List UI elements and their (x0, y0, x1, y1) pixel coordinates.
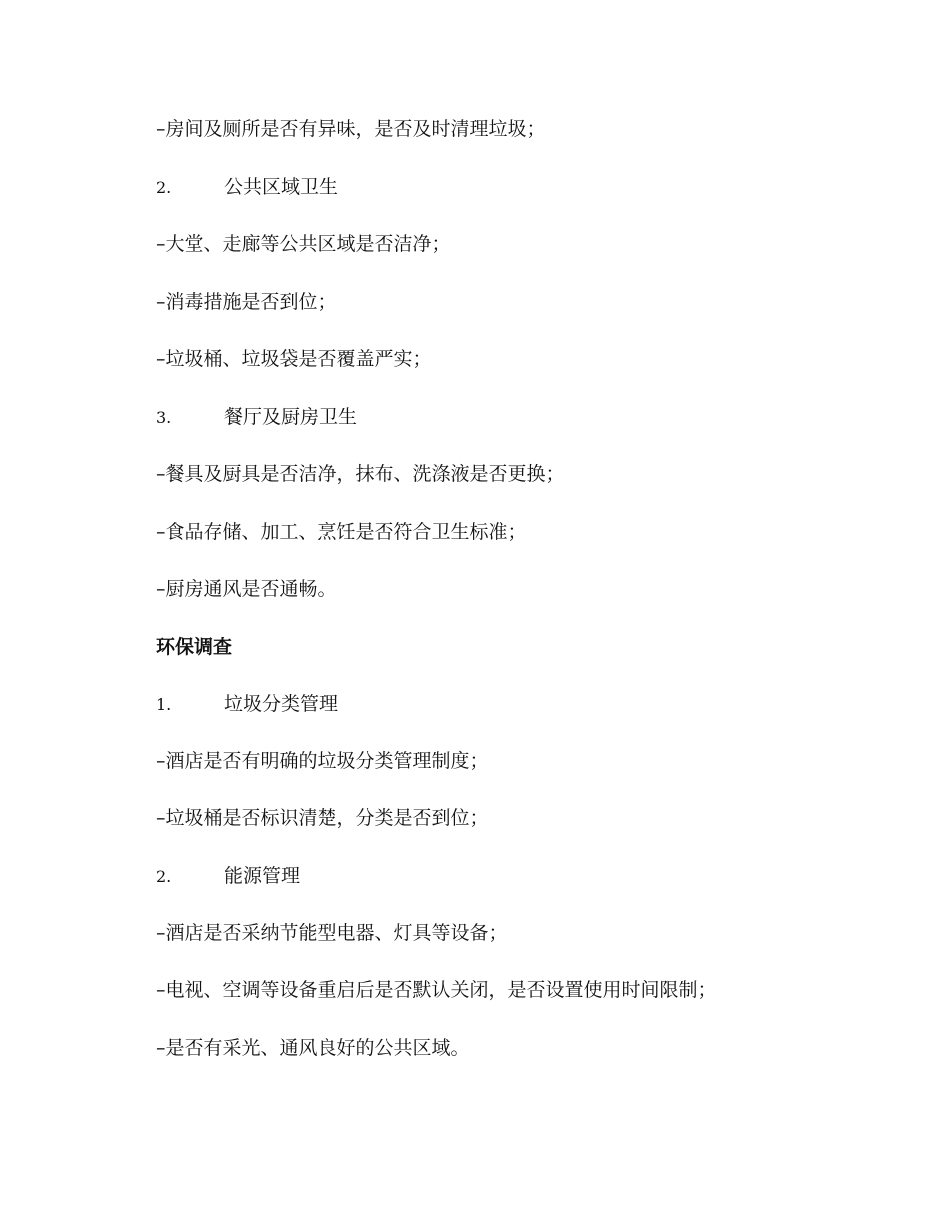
list-item-title: 餐厅及厨房卫生 (224, 406, 358, 428)
list-number: 2. (156, 867, 172, 886)
numbered-line (156, 404, 890, 431)
bullet-line: –酒店是否有明确的垃圾分类管理制度； (156, 750, 489, 772)
list-item-title: 公共区域卫生 (224, 176, 339, 198)
bullet-line: –垃圾桶是否标识清楚，分类是否到位； (156, 807, 489, 829)
list-number: 1. (156, 695, 172, 714)
section-heading: 环保调查 (156, 636, 233, 658)
list-number: 2. (156, 178, 172, 197)
numbered-line (156, 863, 890, 890)
bullet-line: –垃圾桶、垃圾袋是否覆盖严实； (156, 348, 432, 370)
bullet-line: –消毒措施是否到位； (156, 291, 337, 313)
list-number: 3. (156, 408, 172, 427)
list-item-title: 能源管理 (224, 865, 301, 887)
bullet-line: –电视、空调等设备重启后是否默认关闭，是否设置使用时间限制； (156, 979, 717, 1001)
bullet-line: –是否有采光、通风良好的公共区域。 (156, 1037, 470, 1059)
bullet-line: –厨房通风是否通畅。 (156, 578, 337, 600)
list-item-title: 垃圾分类管理 (224, 693, 339, 715)
bullet-line: –大堂、走廊等公共区域是否洁净； (156, 233, 451, 255)
numbered-line (156, 174, 890, 201)
bullet-line: –酒店是否采纳节能型电器、灯具等设备； (156, 922, 508, 944)
numbered-line (156, 691, 890, 718)
bullet-line: –餐具及厨具是否洁净，抹布、洗涤液是否更换； (156, 463, 565, 485)
bullet-line: –房间及厕所是否有异味，是否及时清理垃圾； (156, 118, 546, 140)
bullet-line: –食品存储、加工、烹饪是否符合卫生标准； (156, 521, 527, 543)
